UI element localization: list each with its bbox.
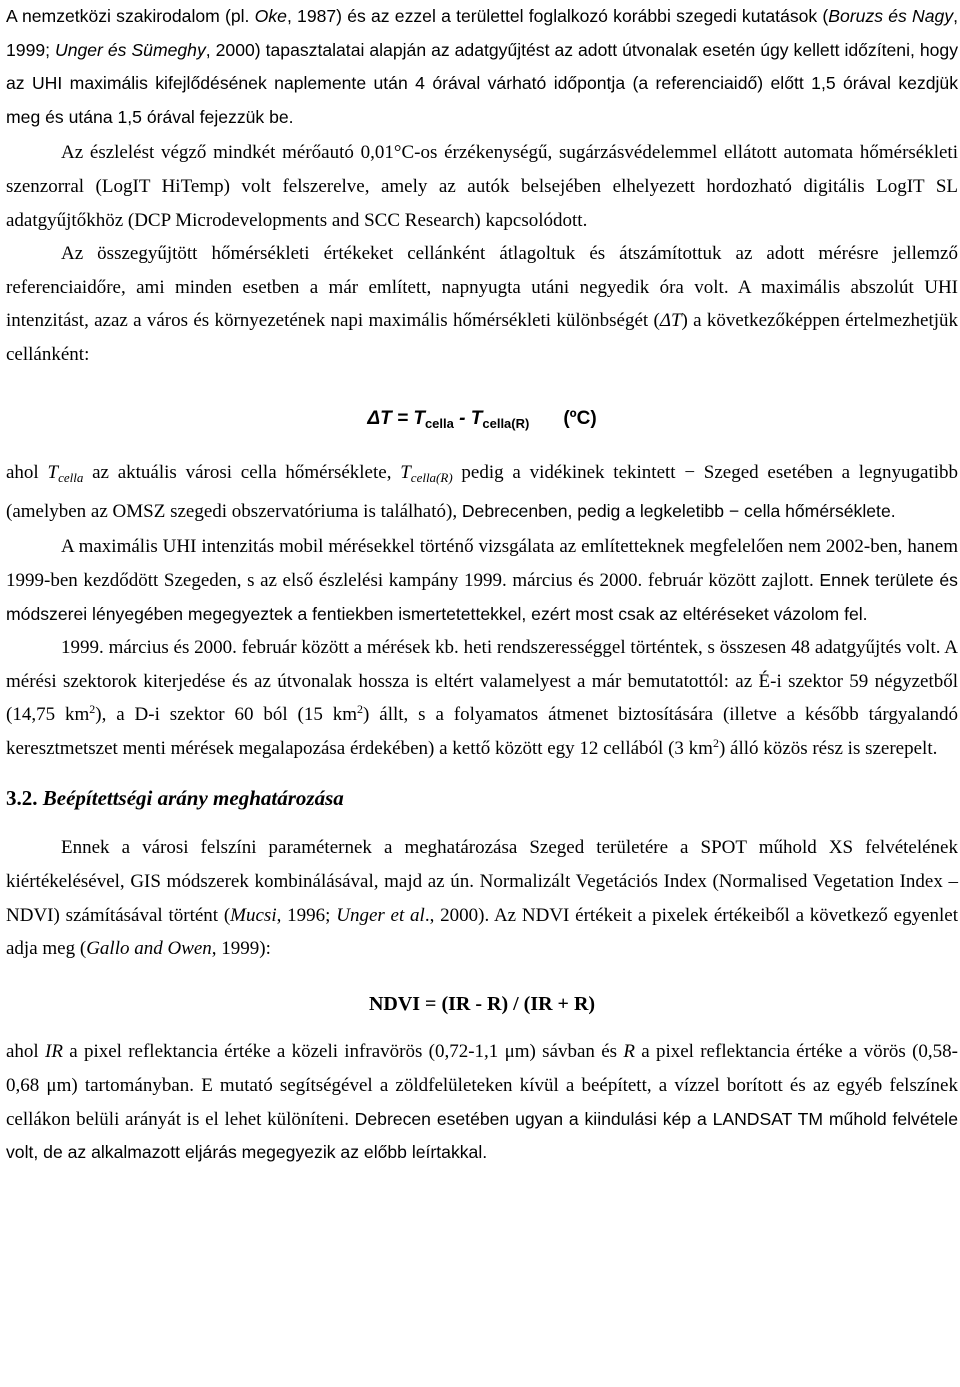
delta-t-symbol: ΔT	[659, 310, 682, 332]
equation-lhs: ΔT = T	[367, 407, 425, 429]
superscript: 2	[357, 702, 364, 717]
text-run: , 1987) és az ezzel a területtel foglalkozó korábbi szegedi kutatások (	[286, 6, 829, 26]
citation: Oke	[254, 6, 287, 26]
section-number: 3.2.	[6, 786, 43, 811]
paragraph-measurement-timing	[6, 0, 958, 134]
equation-delta-t	[6, 402, 958, 441]
variable: T	[400, 462, 411, 484]
text-run: a pixel reflektancia értéke a vörös (0,58-0,68 μm) tartományban.	[6, 1041, 958, 1097]
paragraph-ndvi	[6, 831, 958, 965]
subscript: cella(R)	[410, 470, 453, 486]
text-run: ), a D-i szektor 60 ból (15 km	[95, 704, 358, 726]
citation: Mucsi	[230, 904, 277, 926]
paragraph-averaging	[6, 237, 958, 371]
text-run: A nemzetközi szakirodalom (pl.	[6, 6, 255, 26]
text-run: A maximális UHI intenzitás mobil mérésekkel történő vizsgálata az említetteknek megfelelően nem 2002-ben, hanem 1999-ben kezdődött Szegeden, s az első észlelési kampány 1999. március és 2000. február között zajlott.	[6, 536, 958, 591]
paragraph-ndvi-explanation	[6, 1035, 958, 1169]
paragraph-sensors: Az észlelést végző mindkét mérőautó 0,01°C-os érzékenységű, sugárzásvédelemmel ellátott automata hőmérsékleti szenzorral (LogIT HiTemp) volt felszerelve, amely az autók belsejében elhelyezett hordozható digitális LogIT SL adatgyűjtőkhöz (DCP Microdevelopments and SCC Research) kapcsolódott.	[6, 142, 958, 231]
text-run: a pixel reflektancia értéke a közeli infravörös (0,72-1,1 μm) sávban és	[62, 1041, 624, 1063]
text-run: 1999. március és 2000. február között a mérések kb. heti rendszerességgel történtek, s összesen 48 adatgyűjtés volt.	[61, 637, 945, 659]
citation: Unger et al	[336, 904, 425, 926]
paragraph-sectors	[6, 631, 958, 765]
citation: Boruzs és Nagy	[828, 6, 954, 26]
citation: Gallo and Owen	[86, 938, 212, 960]
text-run: pedig a vidékinek tekintett − Szeged esetében a legnyugatibb (amelyben az OMSZ szegedi obszervatóriuma is található),	[6, 462, 959, 522]
text-run: E mutató segítségével a zöldfelületeken kívül a beépített, a vízzel borított és az egyéb felszínek cellákon belüli arányát is el lehet különíteni.	[6, 1075, 958, 1130]
text-run: , 1999;	[6, 6, 959, 60]
text-run: , 2000) tapasztalatai alapján az adatgyűjtést az adott útvonalak esetén úgy kellett időzíteni, hogy az UHI maximális kifejlődésének naplemente után 4 órával várható időpontja (a referenciaidő) előtt 1,5 órával kezdjük meg és utána 1,5 órával fejezzük be.	[6, 39, 958, 127]
equation-ndvi: NDVI = (IR - R) / (IR + R)	[368, 992, 596, 1015]
subscript: cella	[424, 415, 454, 431]
text-run: Debrecen esetében ugyan a kiindulási kép a LANDSAT TM műhold felvétele volt, de az alkalmazott eljárás megegyezik az előbb leírtakkal.	[6, 1108, 958, 1163]
subscript: cella	[58, 470, 84, 486]
citation: Unger és Sümeghy	[55, 39, 206, 60]
section-title: Beépítettségi arány meghatározása	[42, 786, 344, 811]
subscript: cella(R)	[482, 415, 530, 431]
text-run: Ennek a városi felszíni paraméternek a meghatározása Szeged területére a SPOT műhold XS felvételének kiértékelésével, GIS módszerek kombinálásával, majd az ún.	[6, 837, 958, 893]
text-run: Az összegyűjtött hőmérsékleti értékeket cellánként átlagoltuk és átszámítottuk az adott mérésre jellemző referenciaidőre, ami minden esetben a már említett, napnyugta utáni negyedik óra volt.	[6, 243, 958, 298]
text-run: A maximális abszolút UHI intenzitást, azaz a város és környezetének napi maximális hőmérsékleti különbségét (	[6, 276, 958, 332]
text-run: ahol	[6, 1041, 45, 1063]
text-run: , 1999):	[211, 938, 271, 960]
text-run: ahol	[6, 462, 48, 484]
paragraph-equation-explanation	[6, 456, 958, 528]
text-run: ) álló közös rész is szerepelt.	[718, 737, 938, 759]
variable: IR	[45, 1041, 63, 1063]
text-run: ) a következőképpen értelmezhetjük cellánként:	[6, 310, 958, 365]
superscript: 2	[712, 735, 719, 750]
text-run: Normalizált Vegetációs Index (Normalised Vegetation Index – NDVI) számításával történt (	[6, 871, 958, 926]
text-run: Debrecenben, pedig a legkeletibb − cella hőmérséklete.	[461, 500, 896, 521]
text-run: A mérési szektorok kiterjedése és az útvonalak hossza is eltért valamelyest a már bemutatottól: az É-i szektor 59 négyzetből (14,75 km	[6, 637, 958, 726]
text-run: , 1996;	[276, 904, 337, 926]
variable: T	[47, 462, 59, 484]
text-run: Az NDVI értékeit a pixelek értékeiből a következő egyenlet adja meg (	[6, 904, 959, 960]
text-run: Ennek területe és módszerei lényegében megegyeztek a fentiekben ismertetettekkel, ezért most csak az eltéréseket vázolom fel.	[6, 569, 958, 624]
text-run: ., 2000).	[424, 904, 494, 926]
variable: R	[623, 1041, 635, 1063]
section-heading	[6, 783, 958, 813]
equation-unit: (ºC)	[563, 407, 597, 429]
text-run: ) állt, s a folyamatos átmenet biztosítására (illetve a később tárgyalandó keresztmetszet menti mérések megalapozása érdekében) a kettő között egy 12 cellából (3 km	[6, 704, 959, 759]
document-page	[6, 0, 958, 1170]
superscript: 2	[89, 702, 96, 717]
paragraph-campaign	[6, 530, 958, 631]
equation-mid: - T	[453, 407, 483, 429]
text-run: az aktuális városi cella hőmérséklete,	[83, 462, 401, 484]
